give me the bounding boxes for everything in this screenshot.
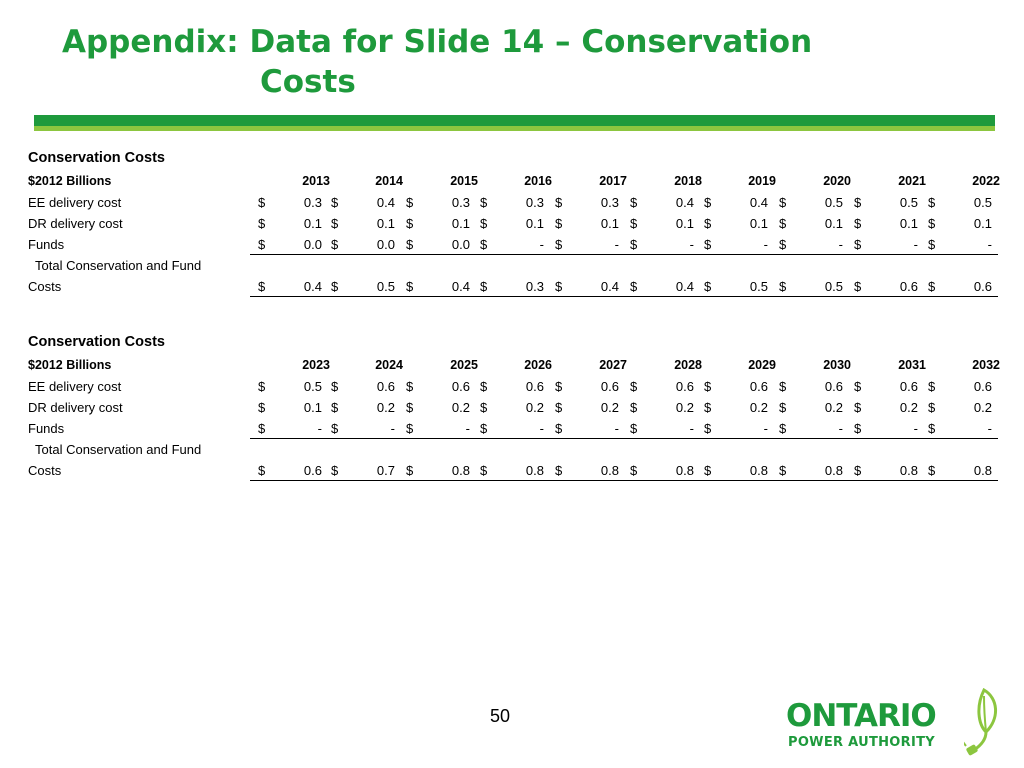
currency-symbol: $	[406, 195, 414, 210]
currency-symbol: $	[928, 463, 936, 478]
currency-symbol: $	[331, 421, 339, 436]
currency-symbol: $	[406, 463, 414, 478]
cell-value: 0.2	[899, 400, 918, 415]
currency-symbol: $	[854, 379, 862, 394]
currency-symbol: $	[258, 195, 266, 210]
cell-value: 0.6	[899, 379, 918, 394]
table-row	[28, 234, 996, 255]
table-header-row	[28, 355, 1000, 376]
currency-symbol: $	[480, 421, 488, 436]
currency-symbol: $	[555, 400, 563, 415]
cell-value: 0.3	[600, 195, 619, 210]
currency-symbol: $	[555, 421, 563, 436]
currency-symbol: $	[555, 237, 563, 252]
year-header-2017: 2017	[599, 174, 627, 188]
currency-symbol: $	[630, 216, 638, 231]
table-row	[28, 192, 996, 213]
currency-symbol: $	[630, 400, 638, 415]
total-label-line-1: Total Conservation and Fund	[35, 258, 202, 273]
table-heading	[28, 332, 996, 355]
title-divider-light	[34, 126, 995, 131]
cell-value: 0.6	[973, 379, 992, 394]
currency-symbol: $	[928, 279, 936, 294]
currency-symbol: $	[331, 216, 339, 231]
cell-value: 0.5	[824, 195, 843, 210]
currency-symbol: $	[555, 379, 563, 394]
cell-value: 0.2	[973, 400, 992, 415]
total-row	[28, 439, 996, 481]
currency-symbol: $	[406, 279, 414, 294]
currency-symbol: $	[854, 237, 862, 252]
total-value: 0.5	[749, 279, 768, 294]
total-value: 0.5	[824, 279, 843, 294]
total-value: 0.8	[749, 463, 768, 478]
year-header-2025: 2025	[450, 358, 478, 372]
cell-value: -	[913, 237, 918, 252]
cell-value: 0.1	[303, 216, 322, 231]
total-value: 0.6	[973, 279, 992, 294]
currency-symbol: $	[854, 463, 862, 478]
currency-symbol: $	[928, 400, 936, 415]
cell-value: 0.4	[749, 195, 768, 210]
currency-symbol: $	[779, 237, 787, 252]
currency-symbol: $	[630, 279, 638, 294]
currency-symbol: $	[331, 379, 339, 394]
currency-symbol: $	[854, 279, 862, 294]
cell-value: 0.3	[303, 195, 322, 210]
currency-symbol: $	[704, 463, 712, 478]
cell-value: 0.1	[376, 216, 395, 231]
row-label: EE delivery cost	[28, 195, 122, 210]
year-header-2019: 2019	[748, 174, 776, 188]
cell-value: -	[317, 421, 322, 436]
cell-value: -	[987, 421, 992, 436]
table-row	[28, 418, 996, 439]
currency-symbol: $	[704, 400, 712, 415]
currency-symbol: $	[480, 195, 488, 210]
cell-value: 0.6	[451, 379, 470, 394]
total-value: 0.4	[303, 279, 322, 294]
currency-symbol: $	[630, 421, 638, 436]
cell-value: -	[838, 237, 843, 252]
cell-value: 0.0	[451, 237, 470, 252]
cell-value: -	[838, 421, 843, 436]
table-row	[28, 397, 996, 418]
total-value: 0.8	[824, 463, 843, 478]
cell-value: 0.4	[376, 195, 395, 210]
row-label: Funds	[28, 421, 65, 436]
currency-symbol: $	[779, 195, 787, 210]
currency-symbol: $	[555, 463, 563, 478]
table-header-row	[28, 171, 1000, 192]
cell-value: 0.0	[303, 237, 322, 252]
cell-value: 0.2	[749, 400, 768, 415]
total-label-line-2: Costs	[28, 463, 62, 478]
total-value: 0.8	[973, 463, 992, 478]
cell-value: 0.0	[376, 237, 395, 252]
year-header-2030: 2030	[823, 358, 851, 372]
cell-value: 0.3	[451, 195, 470, 210]
currency-symbol: $	[854, 421, 862, 436]
year-header-2026: 2026	[524, 358, 552, 372]
logo-wordmark: ONTARIO	[786, 698, 936, 734]
year-header-2020: 2020	[823, 174, 851, 188]
currency-symbol: $	[928, 237, 936, 252]
total-value: 0.6	[303, 463, 322, 478]
year-header-2022: 2022	[972, 174, 1000, 188]
cell-value: 0.6	[525, 379, 544, 394]
currency-symbol: $	[480, 400, 488, 415]
currency-symbol: $	[480, 379, 488, 394]
currency-symbol: $	[258, 421, 266, 436]
cell-value: 0.1	[451, 216, 470, 231]
currency-symbol: $	[779, 421, 787, 436]
currency-symbol: $	[854, 195, 862, 210]
cell-value: -	[763, 421, 768, 436]
currency-symbol: $	[704, 379, 712, 394]
year-header-2018: 2018	[674, 174, 702, 188]
conservation-costs-table-2013-2022	[28, 148, 1000, 297]
logo-subtitle: POWER AUTHORITY	[788, 735, 935, 750]
year-header-2023: 2023	[302, 358, 330, 372]
currency-symbol: $	[928, 216, 936, 231]
currency-symbol: $	[258, 279, 266, 294]
table-heading-text: Conservation Costs	[28, 150, 165, 166]
currency-symbol: $	[630, 379, 638, 394]
total-underline	[250, 480, 998, 481]
currency-symbol: $	[779, 400, 787, 415]
year-header-2028: 2028	[674, 358, 702, 372]
cell-value: 0.1	[303, 400, 322, 415]
currency-symbol: $	[406, 237, 414, 252]
year-header-2013: 2013	[302, 174, 330, 188]
ontario-power-authority-logo	[784, 688, 1004, 760]
total-label-line-2: Costs	[28, 279, 62, 294]
currency-symbol: $	[258, 379, 266, 394]
total-value: 0.8	[525, 463, 544, 478]
currency-symbol: $	[704, 216, 712, 231]
conservation-costs-table-2023-2032	[28, 332, 1000, 481]
currency-symbol: $	[480, 237, 488, 252]
table-heading-text: Conservation Costs	[28, 334, 165, 350]
total-value: 0.4	[600, 279, 619, 294]
currency-symbol: $	[331, 237, 339, 252]
currency-symbol: $	[928, 379, 936, 394]
currency-symbol: $	[480, 279, 488, 294]
year-header-2016: 2016	[524, 174, 552, 188]
currency-symbol: $	[704, 237, 712, 252]
cell-value: 0.5	[303, 379, 322, 394]
slide-title-line-1: Appendix: Data for Slide 14 – Conservation	[62, 24, 813, 60]
year-header-2031: 2031	[898, 358, 926, 372]
cell-value: 0.3	[525, 195, 544, 210]
currency-symbol: $	[928, 421, 936, 436]
cell-value: 0.1	[899, 216, 918, 231]
cell-value: 0.1	[600, 216, 619, 231]
cell-value: 0.6	[376, 379, 395, 394]
cell-value: 0.2	[451, 400, 470, 415]
currency-symbol: $	[779, 379, 787, 394]
cell-value: -	[614, 237, 619, 252]
cell-value: 0.2	[376, 400, 395, 415]
currency-symbol: $	[704, 421, 712, 436]
cell-value: -	[539, 421, 544, 436]
year-header-2027: 2027	[599, 358, 627, 372]
cell-value: 0.1	[525, 216, 544, 231]
total-value: 0.8	[451, 463, 470, 478]
total-value: 0.7	[376, 463, 395, 478]
currency-symbol: $	[555, 195, 563, 210]
currency-symbol: $	[331, 195, 339, 210]
total-value: 0.3	[525, 279, 544, 294]
cell-value: 0.5	[899, 195, 918, 210]
cell-value: 0.6	[675, 379, 694, 394]
cell-value: 0.5	[973, 195, 992, 210]
cell-value: 0.1	[749, 216, 768, 231]
total-value: 0.8	[675, 463, 694, 478]
title-divider-dark	[34, 115, 995, 126]
cell-value: 0.6	[824, 379, 843, 394]
currency-symbol: $	[406, 379, 414, 394]
cell-value: 0.6	[600, 379, 619, 394]
cell-value: 0.4	[675, 195, 694, 210]
cell-value: 0.2	[675, 400, 694, 415]
currency-symbol: $	[630, 237, 638, 252]
total-value: 0.5	[376, 279, 395, 294]
cell-value: -	[539, 237, 544, 252]
currency-symbol: $	[854, 216, 862, 231]
total-value: 0.4	[451, 279, 470, 294]
row-label: Funds	[28, 237, 65, 252]
currency-symbol: $	[406, 216, 414, 231]
currency-symbol: $	[854, 400, 862, 415]
currency-symbol: $	[406, 400, 414, 415]
cell-value: 0.1	[824, 216, 843, 231]
currency-symbol: $	[630, 195, 638, 210]
slide-title	[62, 22, 962, 102]
cell-value: 0.2	[525, 400, 544, 415]
row-label: DR delivery cost	[28, 400, 123, 415]
year-header-2014: 2014	[375, 174, 403, 188]
currency-symbol: $	[928, 195, 936, 210]
cell-value: 0.2	[600, 400, 619, 415]
total-value: 0.8	[899, 463, 918, 478]
cell-value: 0.1	[675, 216, 694, 231]
cell-value: -	[689, 421, 694, 436]
year-header-2015: 2015	[450, 174, 478, 188]
year-header-2024: 2024	[375, 358, 403, 372]
cell-value: -	[689, 237, 694, 252]
cell-value: 0.2	[824, 400, 843, 415]
currency-symbol: $	[630, 463, 638, 478]
total-row	[28, 255, 996, 297]
year-header-2029: 2029	[748, 358, 776, 372]
currency-symbol: $	[480, 216, 488, 231]
row-label: EE delivery cost	[28, 379, 122, 394]
row-label: DR delivery cost	[28, 216, 123, 231]
unit-label: $2012 Billions	[28, 174, 112, 188]
currency-symbol: $	[779, 279, 787, 294]
currency-symbol: $	[704, 279, 712, 294]
total-value: 0.6	[899, 279, 918, 294]
page-number: 50	[490, 706, 511, 726]
cell-value: -	[987, 237, 992, 252]
currency-symbol: $	[258, 237, 266, 252]
currency-symbol: $	[331, 279, 339, 294]
unit-label: $2012 Billions	[28, 358, 112, 372]
currency-symbol: $	[480, 463, 488, 478]
currency-symbol: $	[258, 463, 266, 478]
currency-symbol: $	[331, 463, 339, 478]
currency-symbol: $	[555, 216, 563, 231]
cell-value: -	[913, 421, 918, 436]
table-row	[28, 376, 996, 397]
cell-value: 0.6	[749, 379, 768, 394]
currency-symbol: $	[258, 400, 266, 415]
table-heading	[28, 148, 996, 171]
currency-symbol: $	[258, 216, 266, 231]
currency-symbol: $	[779, 216, 787, 231]
leaf-plug-icon	[964, 688, 1004, 760]
currency-symbol: $	[779, 463, 787, 478]
table-row	[28, 213, 996, 234]
cell-value: -	[763, 237, 768, 252]
cell-value: 0.1	[973, 216, 992, 231]
total-value: 0.8	[600, 463, 619, 478]
total-value: 0.4	[675, 279, 694, 294]
total-label-line-1: Total Conservation and Fund	[35, 442, 202, 457]
slide-title-line-2: Costs	[260, 64, 356, 100]
cell-value: -	[614, 421, 619, 436]
total-underline	[250, 296, 998, 297]
year-header-2021: 2021	[898, 174, 926, 188]
currency-symbol: $	[406, 421, 414, 436]
currency-symbol: $	[331, 400, 339, 415]
cell-value: -	[390, 421, 395, 436]
currency-symbol: $	[555, 279, 563, 294]
year-header-2032: 2032	[972, 358, 1000, 372]
currency-symbol: $	[704, 195, 712, 210]
cell-value: -	[465, 421, 470, 436]
